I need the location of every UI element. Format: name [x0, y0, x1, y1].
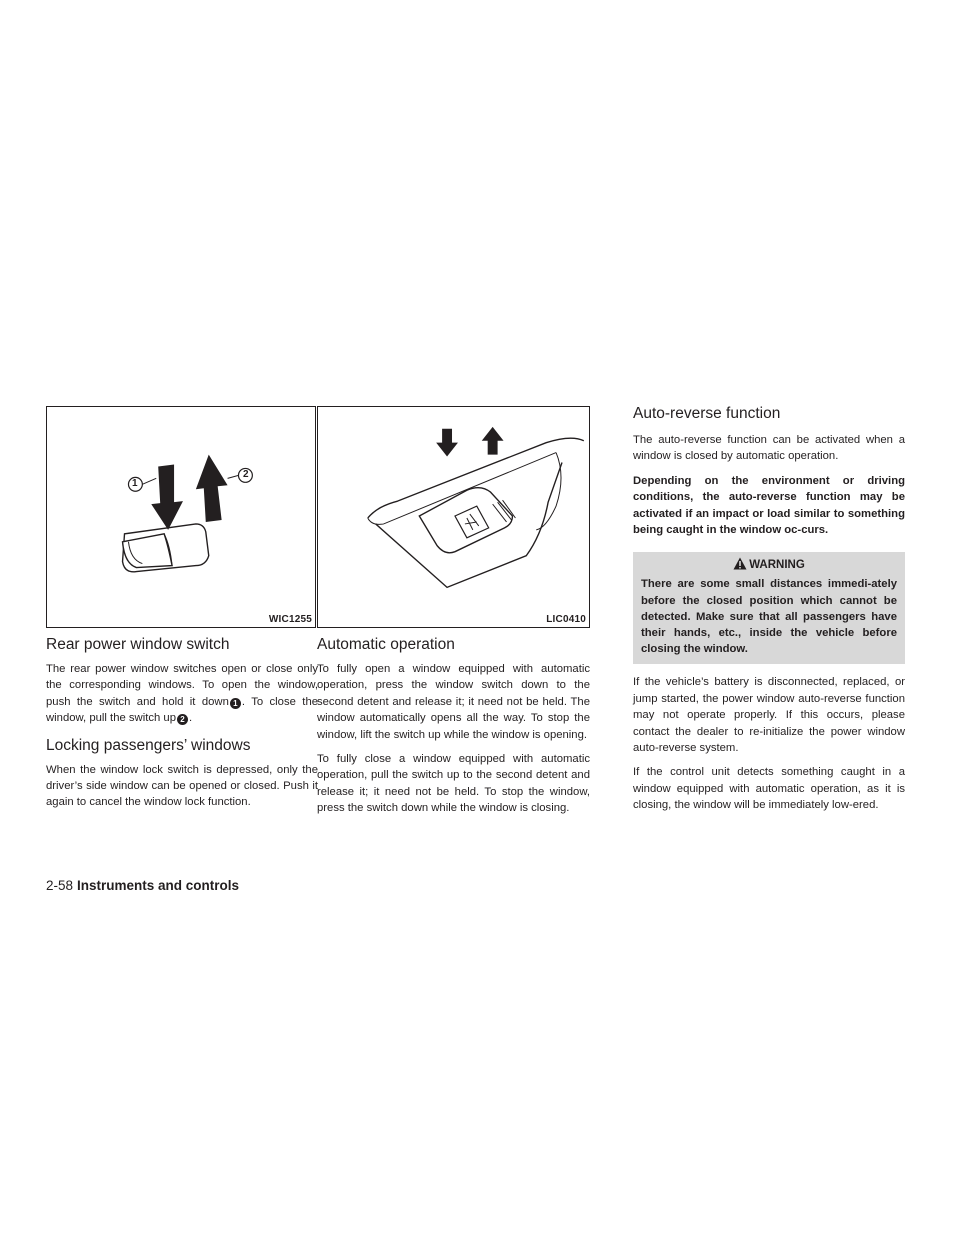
figure-id: LIC0410	[546, 614, 586, 625]
callout-1-marker: 1	[230, 698, 241, 709]
section-name: Instruments and controls	[77, 878, 240, 893]
paragraph: If the vehicle’s battery is disconnected, replaced, or jump started, the power window auto-reverse function may not operate properly. If this occurs, please contact the dealer to re-initialize the power window auto-reverse system.	[633, 676, 905, 755]
paragraph: If the control unit detects something caught in a window equipped with automatic operation, as it is closing, the window will be immediately low-ered.	[633, 766, 905, 812]
paragraph: When the window lock switch is depressed, only the driver’s side window can be opened or closed. Push it again to cancel the window lock function.	[46, 763, 318, 809]
warning-label: WARNING	[749, 559, 805, 572]
paragraph-text: . To close the window, pull the switch up	[46, 695, 319, 725]
paragraph: The auto-reverse function can be activated when a window is closed by automatic operation.	[633, 434, 905, 463]
warning-text: There are some small distances immedi-ately before the closed position which cannot be detected. Make sure that all passengers have their hands, etc., inside the vehicle before closing the window.	[641, 578, 897, 656]
paragraph-bold: Depending on the environment or driving conditions, the auto-reverse function may be activated if an impact or load similar to something being caught in the window oc-curs.	[633, 474, 905, 537]
automatic-window-switch-illustration	[318, 407, 589, 627]
automatic-window-switch-figure	[317, 406, 590, 628]
page-number: 2-58	[46, 878, 74, 893]
page-footer	[46, 878, 239, 893]
paragraph: To fully open a window equipped with automatic operation, press the window switch down to the second detent and release it; it need not be held. The window automatically opens all the way. To stop the window, lift the switch up while the window is opening.	[317, 663, 590, 741]
column-right	[633, 404, 905, 814]
rear-window-switch-figure	[46, 406, 316, 628]
section-heading: Automatic operation	[317, 636, 455, 653]
paragraph: To fully close a window equipped with automatic operation, pull the switch up to the second detent and release it; it need not be held. To stop the window, press the switch down while the window is closing.	[317, 753, 590, 815]
section-heading: Rear power window switch	[46, 636, 230, 653]
section-heading: Locking passengers’ windows	[46, 736, 251, 754]
paragraph	[46, 661, 318, 727]
callout-1-label: 1	[132, 478, 138, 489]
callout-2-marker: 2	[177, 714, 188, 725]
column-middle	[317, 406, 590, 817]
column-left	[46, 406, 318, 811]
section-heading: Auto-reverse function	[633, 405, 781, 422]
warning-box	[633, 552, 905, 664]
warning-title	[641, 557, 897, 573]
paragraph-text: The rear power window switches open or close only the corresponding windows. To open the window, push the switch and hold it down	[46, 663, 318, 708]
rear-window-switch-illustration	[47, 407, 315, 627]
warning-triangle-icon	[733, 557, 747, 570]
paragraph-text: .	[189, 712, 193, 725]
figure-id: WIC1255	[268, 614, 312, 625]
callout-2-label: 2	[243, 469, 249, 480]
